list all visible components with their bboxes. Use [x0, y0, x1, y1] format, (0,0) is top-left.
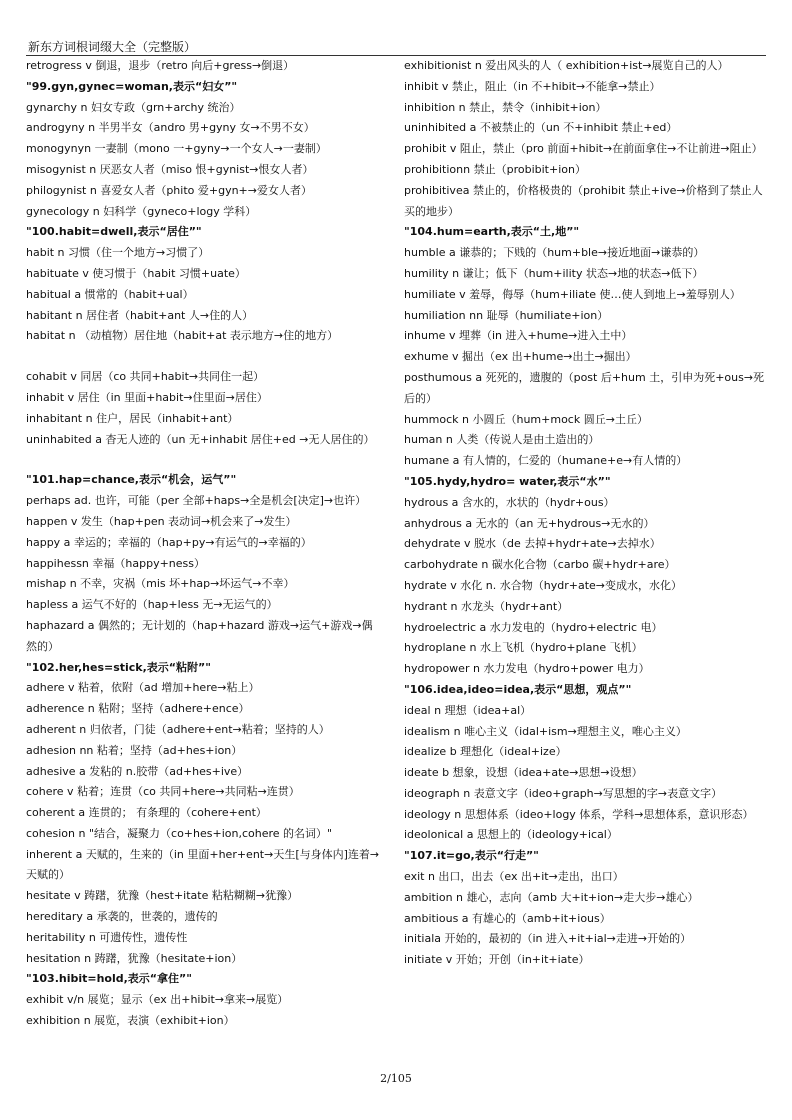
- section-heading: "106.idea,ideo=idea,表示“思想，观点”": [404, 682, 632, 696]
- word-entry: cohabit v 同居（co 共同+habit→共同住一起）: [26, 370, 265, 384]
- word-entry: inherent a 天赋的，生来的（in 里面+her+ent→天生[与身体内]连着→天赋的）: [26, 847, 380, 882]
- blank-line: [26, 450, 381, 470]
- word-entry: prohibitivea 禁止的，价格极贵的（prohibit 禁止+ive→价格到了禁止人买的地步）: [404, 183, 763, 218]
- word-entry: hydrous a 含水的，水状的（hydr+ous）: [404, 495, 615, 509]
- word-entry: exit n 出口，出去（ex 出+it→走出，出口）: [404, 870, 624, 884]
- word-entry: human n 人类（传说人是由土造出的）: [404, 433, 600, 447]
- right-column: [404, 56, 766, 971]
- word-entry: habitat n （动植物）居住地（habit+at 表示地方→住的地方）: [26, 329, 339, 343]
- word-entry: uninhabited a 杳无人迹的（un 无+inhabit 居住+ed →无人居住的）: [26, 432, 375, 446]
- section-heading: "103.hibit=hold,表示“拿住”": [26, 972, 192, 986]
- word-entry: hummock n 小圆丘（hum+mock 圆丘→土丘）: [404, 412, 648, 426]
- word-entry: cohesion n "结合，凝聚力（co+hes+ion,cohere 的名词）": [26, 826, 333, 840]
- word-entry: prohibitionn 禁止（probibit+ion）: [404, 162, 586, 176]
- word-entry: androgyny n 半男半女（andro 男+gyny 女→不男不女）: [26, 121, 315, 135]
- word-entry: hesitation n 踌躇，犹豫（hesitate+ion）: [26, 951, 243, 965]
- word-entry: habit n 习惯（住一个地方→习惯了）: [26, 246, 210, 260]
- word-entry: monogynyn 一妻制（mono 一+gyny→一个女人→一妻制）: [26, 142, 327, 156]
- word-entry: adhere v 粘着，依附（ad 增加+here→粘上）: [26, 681, 260, 695]
- section-heading: "105.hydy,hydro= water,表示“水”": [404, 474, 611, 488]
- word-entry: ideograph n 表意文字（ideo+graph→写思想的字→表意文字）: [404, 786, 723, 800]
- word-entry: happen v 发生（hap+pen 表动词→机会来了→发生）: [26, 514, 297, 528]
- word-entry: inhibit v 禁止，阻止（in 不+hibit→不能拿→禁止）: [404, 79, 661, 93]
- word-entry: hydrate v 水化 n. 水合物（hydr+ate→变成水，水化）: [404, 578, 683, 592]
- word-entry: humane a 有人情的，仁爱的（humane+e→有人情的）: [404, 454, 688, 468]
- word-entry: humble a 谦恭的；下贱的（hum+ble→接近地面→谦恭的）: [404, 246, 705, 260]
- word-entry: prohibit v 阻止，禁止（pro 前面+hibit→在前面拿住→不让前进→阻止）: [404, 142, 763, 156]
- word-entry: heritability n 可遗传性，遗传性: [26, 930, 188, 944]
- word-entry: hesitate v 踌躇，犹豫（hest+itate 粘粘糊糊→犹豫）: [26, 889, 299, 903]
- word-entry: adhesion nn 粘着；坚持（ad+hes+ion）: [26, 743, 243, 757]
- word-entry: ideology n 思想体系（ideo+logy 体系，学科→思想体系，意识形态）: [404, 807, 754, 821]
- word-entry: humiliate v 羞辱，侮辱（hum+iliate 使…使人到地上→羞辱别人）: [404, 287, 741, 301]
- word-entry: habituate v 使习惯于（habit 习惯+uate）: [26, 266, 246, 280]
- word-entry: humiliation nn 耻辱（humiliate+ion）: [404, 308, 609, 322]
- word-entry: coherent a 连贯的； 有条理的（cohere+ent）: [26, 806, 267, 820]
- word-entry: idealism n 唯心主义（idal+ism→理想主义，唯心主义）: [404, 724, 687, 738]
- word-entry: ideal n 理想（idea+al）: [404, 703, 532, 717]
- word-entry: happy a 幸运的；幸福的（hap+py→有运气的→幸福的）: [26, 535, 312, 549]
- word-entry: exhibitionist n 爱出风头的人（ exhibition+ist→展览自己的人）: [404, 59, 729, 72]
- word-entry: hydrant n 水龙头（hydr+ant）: [404, 599, 569, 613]
- word-entry: gynarchy n 妇女专政（grn+archy 统治）: [26, 100, 241, 114]
- word-entry: hereditary a 承袭的，世袭的，遗传的: [26, 910, 218, 924]
- word-entry: perhaps ad. 也许，可能（per 全部+haps→全是机会[决定]→也许）: [26, 494, 367, 508]
- word-entry: dehydrate v 脱水（de 去掉+hydr+ate→去掉水）: [404, 537, 661, 551]
- section-heading: "104.hum=earth,表示“土,地”": [404, 225, 580, 239]
- word-entry: inhume v 埋葬（in 进入+hume→进入土中）: [404, 329, 633, 343]
- word-entry: hydroelectric a 水力发电的（hydro+electric 电）: [404, 620, 663, 634]
- word-entry: hydroplane n 水上飞机（hydro+plane 飞机）: [404, 641, 643, 655]
- word-entry: hydropower n 水力发电（hydro+power 电力）: [404, 662, 650, 676]
- word-entry: uninhibited a 不被禁止的（un 不+inhibit 禁止+ed）: [404, 121, 678, 135]
- word-entry: anhydrous a 无水的（an 无+hydrous→无水的）: [404, 516, 655, 530]
- section-heading: "107.it=go,表示“行走”": [404, 849, 539, 863]
- word-entry: humility n 谦让；低下（hum+ility 状态→地的状态→低下）: [404, 266, 704, 280]
- word-entry: philogynist n 喜爱女人者（phito 爱+gyn+→爱女人者）: [26, 183, 312, 197]
- word-entry: habitant n 居住者（habit+ant 人→住的人）: [26, 308, 254, 322]
- word-entry: initiala 开始的，最初的（in 进入+it+ial→走进→开始的）: [404, 932, 692, 946]
- page-number: 2/105: [380, 1072, 412, 1085]
- word-entry: habitual a 惯常的（habit+ual）: [26, 287, 194, 301]
- word-entry: ambitious a 有雄心的（amb+it+ious）: [404, 911, 611, 925]
- word-entry: initiate v 开始；开创（in+it+iate）: [404, 953, 590, 967]
- word-entry: adhesive a 发粘的 n.胶带（ad+hes+ive）: [26, 764, 249, 778]
- word-entry: carbohydrate n 碳水化合物（carbo 碳+hydr+are）: [404, 558, 676, 572]
- word-entry: posthumous a 死死的，遗腹的（post 后+hum 土，引申为死+ous→死后的）: [404, 370, 765, 405]
- word-entry: cohere v 粘着；连贯（co 共同+here→共同粘→连贯）: [26, 785, 300, 799]
- left-column: [26, 56, 381, 1032]
- word-entry: exhibition n 展览，表演（exhibit+ion）: [26, 1014, 235, 1028]
- section-heading: "101.hap=chance,表示“机会，运气”": [26, 473, 237, 487]
- word-entry: misogynist n 厌恶女人者（miso 恨+gynist→恨女人者）: [26, 162, 314, 176]
- word-entry: mishap n 不幸，灾祸（mis 坏+hap→坏运气→不幸）: [26, 577, 295, 591]
- word-entry: hapless a 运气不好的（hap+less 无→无运气的）: [26, 598, 278, 612]
- word-entry: adherent n 归依者，门徒（adhere+ent→粘着；坚持的人）: [26, 722, 330, 736]
- word-entry: adherence n 粘附；坚持（adhere+ence）: [26, 702, 250, 716]
- word-entry: ideate b 想象，设想（idea+ate→思想→设想）: [404, 766, 643, 780]
- word-entry: inhabit v 居住（in 里面+habit→住里面→居住）: [26, 390, 268, 404]
- word-entry: inhibition n 禁止，禁令（inhibit+ion）: [404, 100, 607, 114]
- section-heading: "102.her,hes=stick,表示“粘附”": [26, 660, 211, 674]
- word-entry: gynecology n 妇科学（gyneco+logy 学科）: [26, 204, 257, 218]
- word-entry: retrogress v 倒退，退步（retro 向后+gress→倒退）: [26, 59, 295, 72]
- word-entry: ideolonical a 思想上的（ideology+ical）: [404, 828, 618, 842]
- word-entry: idealize b 理想化（ideal+ize）: [404, 745, 567, 759]
- word-entry: ambition n 雄心，志向（amb 大+it+ion→走大步→雄心）: [404, 890, 699, 904]
- section-heading: "100.habit=dwell,表示“居住”": [26, 225, 202, 239]
- word-entry: inhabitant n 住户，居民（inhabit+ant）: [26, 411, 239, 425]
- word-entry: exhibit v/n 展览；显示（ex 出+hibit→拿来→展览）: [26, 993, 289, 1007]
- section-heading: "99.gyn,gynec=woman,表示“妇女”": [26, 79, 238, 93]
- word-entry: happihessn 幸福（happy+ness）: [26, 556, 206, 570]
- page-header-title: 新东方词根词缀大全（完整版）: [28, 40, 197, 54]
- word-entry: haphazard a 偶然的；无计划的（hap+hazard 游戏→运气+游戏→偶然的）: [26, 618, 373, 653]
- word-entry: exhume v 掘出（ex 出+hume→出土→掘出）: [404, 350, 637, 364]
- blank-line: [26, 347, 381, 367]
